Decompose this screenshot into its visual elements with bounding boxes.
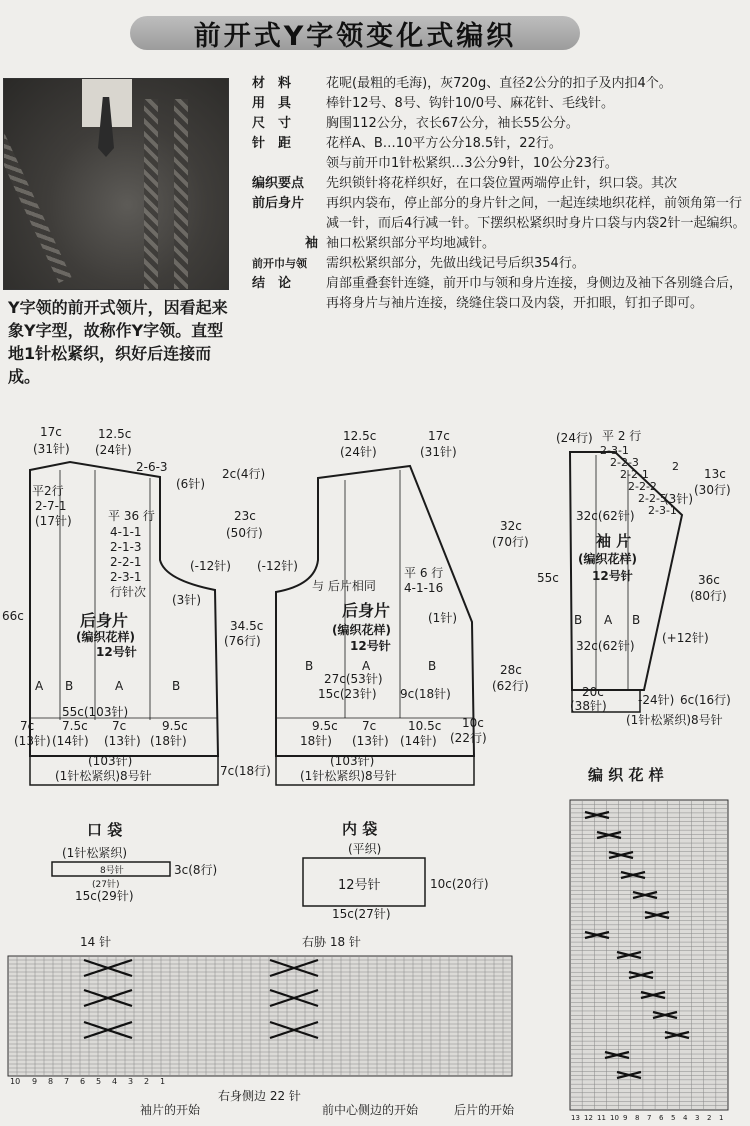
sleeve-flat2: 平 2 行 — [602, 429, 642, 443]
chart-back-start: 后片的开始 — [454, 1103, 515, 1117]
inner-h10: 10c(20行) — [430, 877, 489, 891]
sleeve-h13: 13c — [704, 467, 726, 481]
spec-row: 领与前开巾1针松紧织…3公分9针，10公分23行。 — [326, 156, 618, 171]
sleeve-w32b: 32c(62针) — [576, 639, 635, 653]
spec-row: 针 距 花样A、B…10平方公分18.5针，22行。 — [252, 136, 562, 151]
sleeve-minus: -24针) — [638, 693, 675, 707]
back-pat: A — [35, 679, 44, 693]
inner-plain: (平织) — [348, 842, 382, 856]
spec-row: 用 具 棒针12号、8号、钩针10/0号、麻花针、毛线针。 — [252, 96, 615, 111]
spec-row: 材 料 花呢(最粗的毛海)，灰720g、直径2公分的扣子及内扣4个。 — [252, 76, 672, 91]
pocket-n8: 8号针 — [100, 866, 124, 876]
front-b4b: (22行) — [450, 731, 487, 745]
back-top-left: 17c — [40, 425, 62, 439]
back-w3: 7c — [112, 719, 127, 733]
front-same: 与 后片相同 — [312, 579, 376, 593]
intro-text: Y字领的前开式领片，因看起来象Y字型，故称作Y字领。直型地1针松紧织，织好后连接而成。 — [8, 298, 228, 386]
right-chart-bottom-numbers — [571, 1114, 723, 1122]
back-m3: (3针) — [172, 593, 201, 607]
sleeve-pat: A — [604, 613, 613, 627]
front-b1: 9.5c — [312, 719, 338, 733]
front-h28: 28c — [500, 663, 522, 677]
front-s4116: 4-1-16 — [404, 581, 444, 595]
back-m23: 23c — [234, 509, 256, 523]
svg-text:2: 2 — [707, 1114, 712, 1122]
front-b3: 10.5c — [408, 719, 442, 733]
svg-text:5: 5 — [671, 1114, 676, 1122]
back-rib-h: 7c(18行) — [220, 764, 271, 778]
back-step: 行针次 — [110, 585, 147, 599]
sleeve-w38: (38针) — [570, 699, 607, 713]
page-title: 前开式Y字领变化式编织 — [193, 21, 517, 52]
back-w2b: (14针) — [52, 734, 89, 748]
back-flat2: 平2行 — [32, 484, 64, 498]
svg-text:10: 10 — [10, 1077, 21, 1086]
front-h62: (62行) — [492, 679, 529, 693]
spec-row: 尺 寸 胸围112公分，衣长67公分，袖长55公分。 — [252, 116, 579, 131]
front-b2b: (13针) — [352, 734, 389, 748]
sleeve-w20: 20c — [582, 685, 604, 699]
stitch-chart-tall — [570, 800, 728, 1110]
front-w15: 15c(23针) — [318, 687, 377, 701]
front-one: (1针) — [428, 611, 457, 625]
back-w1: 7c — [20, 719, 35, 733]
back-s271: 2-7-1 — [35, 499, 67, 513]
svg-text:11: 11 — [597, 1114, 606, 1122]
sleeve-h36: 36c — [698, 573, 720, 587]
svg-text:6: 6 — [659, 1114, 664, 1122]
chart-sleeve-start: 袖片的开始 — [140, 1103, 201, 1117]
svg-text:3: 3 — [128, 1077, 134, 1086]
front-b2: 7c — [362, 719, 377, 733]
sleeve-step: 2-3-1 — [648, 504, 677, 517]
pocket-w27: (27针) — [92, 880, 120, 890]
svg-text:8: 8 — [48, 1077, 54, 1086]
chart-title: 编 织 花 样 — [588, 766, 664, 784]
chart-front-start: 前中心侧边的开始 — [322, 1103, 419, 1117]
chart-side22: 右身侧边 22 针 — [218, 1089, 301, 1103]
svg-text:7: 7 — [64, 1077, 70, 1086]
back-pattern: (编织花样) — [76, 630, 135, 644]
inner-needle: 12号针 — [338, 878, 381, 893]
spec-row: 前开巾与领 需织松紧织部分，先做出线记号后织354行。 — [252, 256, 585, 271]
front-w27: 27c(53针) — [324, 672, 383, 686]
sleeve-needle: 12号针 — [592, 569, 633, 583]
back-step: 2-1-3 — [110, 540, 142, 554]
front-pat: B — [428, 659, 437, 673]
sleeve-step: 2-2-2 — [628, 480, 657, 493]
sleeve-name: 袖 片 — [596, 532, 632, 550]
back-w55: 55c(103针) — [62, 705, 129, 719]
sleeve-step: 2-2-1 — [620, 468, 649, 481]
svg-text:7: 7 — [647, 1114, 652, 1122]
back-h76: (76行) — [224, 634, 261, 648]
spec-row: 结 论 肩部重叠套针连缝，前开巾与领和身片连接，身侧边及袖下各别缝合后，再将身片与袖片连接，绕缝住袋口及内袋，开扣眼，钉扣子即可。 — [252, 276, 743, 311]
back-step: 2-3-1 — [110, 570, 142, 584]
front-w9: 9c(18针) — [400, 687, 451, 701]
svg-text:6: 6 — [80, 1077, 86, 1086]
back-top-mid-st: (24针) — [95, 443, 132, 457]
svg-text:4: 4 — [683, 1114, 688, 1122]
back-w4: 9.5c — [162, 719, 188, 733]
front-h70: (70行) — [492, 535, 529, 549]
front-b1b: 18针) — [300, 734, 332, 748]
sleeve-step: 2-3-1 — [600, 444, 629, 457]
front-pattern: (编织花样) — [332, 623, 391, 637]
inner-pocket — [303, 820, 489, 921]
svg-text:8: 8 — [635, 1114, 640, 1122]
back-step: 4-1-1 — [110, 525, 142, 539]
front-ribn: (1针松紧织)8号针 — [300, 769, 397, 783]
front-h32: 32c — [500, 519, 522, 533]
spec-row: 编织要点 先织锁针将花样织好，在口袋位置两端停止针，织口袋。其次 — [252, 176, 678, 191]
front-top-r: 17c — [428, 429, 450, 443]
back-m12b: (-12针) — [257, 559, 298, 573]
pocket-title: 口 袋 — [87, 821, 123, 839]
back-ribn: (1针松紧织)8号针 — [55, 769, 152, 783]
front-flat6: 平 6 行 — [404, 566, 444, 580]
sleeve-h80: (80行) — [690, 589, 727, 603]
back-m12: (-12针) — [190, 559, 231, 573]
sleeve-pat: B — [632, 613, 641, 627]
front-b3b: (14针) — [400, 734, 437, 748]
back-needle: 12号针 — [96, 645, 137, 659]
svg-text:13: 13 — [571, 1114, 580, 1122]
spec-row: 袖 袖口松紧织部分平均地减针。 — [304, 236, 496, 251]
sleeve-step: 2-2-5 — [638, 492, 667, 505]
front-top-mid: 12.5c — [343, 429, 377, 443]
front-pat: B — [305, 659, 314, 673]
sleeve-top: (24行) — [556, 431, 593, 445]
back-h345: 34.5c — [230, 619, 264, 633]
svg-text:1: 1 — [160, 1077, 166, 1086]
back-left-h: 66c — [2, 609, 24, 623]
front-name: 后身片 — [342, 601, 391, 620]
chart-rib18: 右胁 18 针 — [302, 935, 361, 949]
svg-text:3: 3 — [695, 1114, 700, 1122]
back-w1b: (13针) — [14, 734, 51, 748]
sleeve-p2: 2 — [672, 460, 679, 473]
sleeve-w32: 32c(62针) — [576, 509, 635, 523]
pocket-w15: 15c(29针) — [75, 889, 134, 903]
back-s17: (17针) — [35, 514, 72, 528]
front-needle: 12号针 — [350, 639, 391, 653]
back-pat: B — [65, 679, 74, 693]
back-top-mid: 12.5c — [98, 427, 132, 441]
back-pat: B — [172, 679, 181, 693]
back-w3b: (13针) — [104, 734, 141, 748]
pocket-rib: (1针松紧织) — [62, 846, 127, 860]
back-w4b: (18针) — [150, 734, 187, 748]
back-rib: (103针) — [88, 754, 133, 768]
svg-text:5: 5 — [96, 1077, 102, 1086]
svg-text:2: 2 — [144, 1077, 150, 1086]
sleeve-pattern: (编织花样) — [578, 552, 637, 566]
pocket — [52, 821, 217, 903]
back-shape1b: (6针) — [176, 477, 205, 491]
back-neck: 2c(4行) — [222, 467, 266, 481]
svg-text:10: 10 — [610, 1114, 619, 1122]
svg-text:9: 9 — [623, 1114, 628, 1122]
back-pat: A — [115, 679, 124, 693]
sleeve-plus: (+12针) — [662, 631, 709, 645]
front-rib: (103针) — [330, 754, 375, 768]
front-b4: 10c — [462, 716, 484, 730]
back-step: 平 36 行 — [108, 509, 155, 523]
back-step: 2-2-1 — [110, 555, 142, 569]
svg-text:12: 12 — [584, 1114, 593, 1122]
svg-text:9: 9 — [32, 1077, 38, 1086]
back-w2: 7.5c — [62, 719, 88, 733]
front-top-mid-st: (24针) — [340, 445, 377, 459]
sleeve-ribn: (1针松紧织)8号针 — [626, 713, 723, 727]
chart-14st: 14 针 — [80, 935, 112, 949]
svg-text:4: 4 — [112, 1077, 118, 1086]
inner-w15: 15c(27针) — [332, 907, 391, 921]
front-pat: A — [362, 659, 371, 673]
sleeve-rib: 6c(16行) — [680, 693, 731, 707]
sleeve-step: 2-2-3 — [610, 456, 639, 469]
svg-text:1: 1 — [719, 1114, 724, 1122]
stitch-chart-wide — [8, 956, 512, 1076]
back-name: 后身片 — [80, 611, 129, 630]
sleeve-pat: B — [574, 613, 583, 627]
back-shape1: 2-6-3 — [136, 460, 168, 474]
spec-row: 前后身片 再织内袋布，停止部分的身片针之间，一起连续地织花样，前领角第一行减一针，而后4行减一针。下摆织松紧织时身片口袋与内袋2针一起编织。 — [252, 196, 746, 231]
back-top-left-st: (31针) — [33, 442, 70, 456]
front-top-r-st: (31针) — [420, 445, 457, 459]
sleeve-h55: 55c — [537, 571, 559, 585]
inner-title: 内 袋 — [342, 820, 378, 838]
sleeve-three: (3针) — [664, 492, 693, 506]
pocket-h3: 3c(8行) — [174, 863, 218, 877]
sleeve-h30: (30行) — [694, 483, 731, 497]
back-m50: (50行) — [226, 526, 263, 540]
